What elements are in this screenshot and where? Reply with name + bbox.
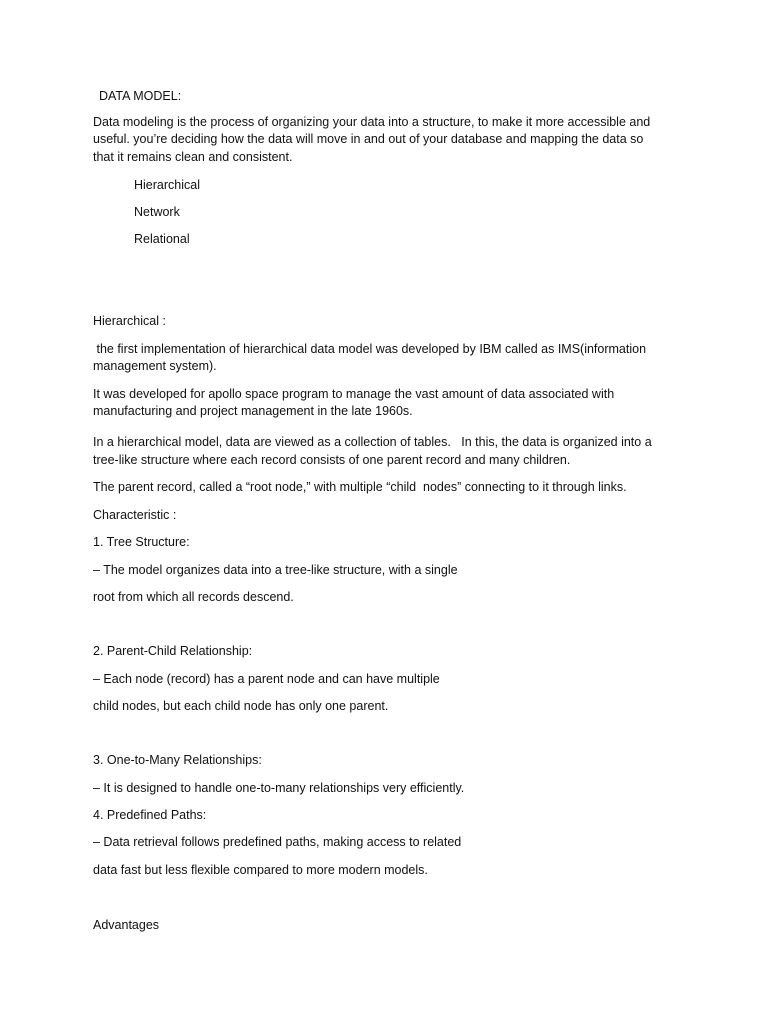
hier-para2-line-2: manufacturing and project management in the late 1960s.	[93, 404, 413, 418]
intro-line-1: Data modeling is the process of organizing your data into a structure, to make it more accessible and	[93, 115, 651, 129]
hierarchical-heading: Hierarchical :	[93, 314, 166, 328]
model-type-hierarchical: Hierarchical	[134, 178, 200, 192]
intro-line-3: that it remains clean and consistent.	[93, 150, 293, 164]
char1-title: 1. Tree Structure:	[93, 535, 190, 549]
model-type-network: Network	[134, 205, 180, 219]
advantages-heading: Advantages	[93, 918, 160, 932]
hier-para4: The parent record, called a “root node,” with multiple “child nodes” connecting to it through links.	[93, 480, 627, 494]
char4-title: 4. Predefined Paths:	[93, 808, 207, 822]
char3-line-1: – It is designed to handle one-to-many relationships very efficiently.	[93, 781, 465, 795]
hier-para1-line-1: the first implementation of hierarchical data model was developed by IBM called as IMS(information	[93, 342, 647, 356]
hier-para1-line-2: management system).	[93, 359, 217, 373]
doc-title: DATA MODEL:	[99, 89, 182, 103]
char1-line-2: root from which all records descend.	[93, 590, 294, 604]
char1-line-1: – The model organizes data into a tree-like structure, with a single	[93, 563, 458, 577]
char4-line-1: – Data retrieval follows predefined paths, making access to related	[93, 835, 462, 849]
hier-para3-line-2: tree-like structure where each record consists of one parent record and many children.	[93, 453, 571, 467]
characteristic-heading: Characteristic :	[93, 508, 177, 522]
hier-para3-line-1: In a hierarchical model, data are viewed as a collection of tables. In this, the data is organized into a	[93, 435, 652, 449]
model-type-relational: Relational	[134, 232, 190, 246]
char2-line-1: – Each node (record) has a parent node and can have multiple	[93, 672, 440, 686]
hier-para2-line-1: It was developed for apollo space program to manage the vast amount of data associated with	[93, 387, 615, 401]
char4-line-2: data fast but less flexible compared to more modern models.	[93, 863, 428, 877]
char3-title: 3. One-to-Many Relationships:	[93, 753, 262, 767]
char2-line-2: child nodes, but each child node has only one parent.	[93, 699, 389, 713]
char2-title: 2. Parent-Child Relationship:	[93, 644, 253, 658]
intro-line-2: useful. you’re deciding how the data will move in and out of your database and mapping the data so	[93, 132, 644, 146]
